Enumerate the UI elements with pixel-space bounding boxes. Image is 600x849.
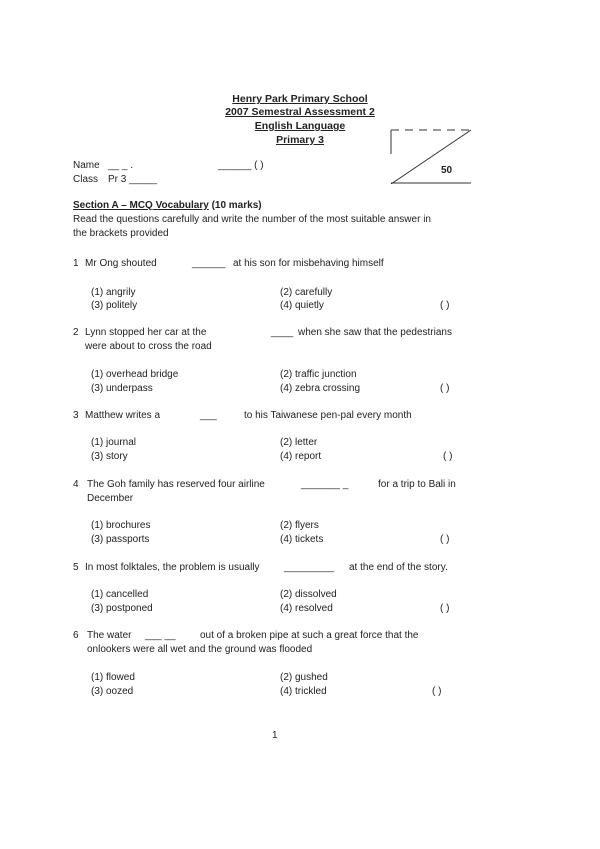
score-box <box>389 126 473 184</box>
instructions-line-1: Read the questions carefully and write the number of the most suitable answer in <box>73 214 431 225</box>
answer-bracket: ( ) <box>432 686 442 697</box>
answer-bracket: ( ) <box>440 534 450 545</box>
option-2: (2) dissolved <box>280 589 337 600</box>
answer-blank: _______ _ <box>301 479 349 490</box>
question-text-line-2: were about to cross the road <box>85 341 212 352</box>
option-2: (2) flyers <box>280 520 319 531</box>
question-text-line-2: onlookers were all wet and the ground was flooded <box>87 644 313 655</box>
option-1: (1) journal <box>91 437 137 448</box>
option-3: (3) story <box>91 451 128 462</box>
question-text-a: The water <box>87 630 132 641</box>
answer-blank: ___ __ <box>145 630 176 641</box>
name-line: ______ ( ) <box>218 160 264 171</box>
option-2: (2) traffic junction <box>280 369 357 380</box>
name-value: __ _ . <box>108 160 134 171</box>
answer-blank: ___ <box>200 410 217 421</box>
option-2: (2) carefully <box>280 287 333 298</box>
total-marks: 50 <box>441 165 453 176</box>
option-3: (3) postponed <box>91 603 153 614</box>
question-text-b: at his son for misbehaving himself <box>233 258 384 269</box>
instructions-line-2: the brackets provided <box>73 228 169 239</box>
question-text-line-2: December <box>87 493 134 504</box>
option-1: (1) brochures <box>91 520 151 531</box>
answer-bracket: ( ) <box>440 603 450 614</box>
option-3: (3) oozed <box>91 686 134 697</box>
question-number: 6 <box>73 630 79 641</box>
question-number: 4 <box>73 479 79 490</box>
name-label: Name <box>73 160 100 171</box>
question-text-b: when she saw that the pedestrians <box>298 327 452 338</box>
section-title: Section A – MCQ Vocabulary (10 marks) <box>73 200 262 211</box>
option-3: (3) passports <box>91 534 150 545</box>
question-text-b: to his Taiwanese pen-pal every month <box>244 410 412 421</box>
option-1: (1) cancelled <box>91 589 149 600</box>
option-3: (3) politely <box>91 300 138 311</box>
class-value: Pr 3 _____ <box>108 174 157 185</box>
level-title: Primary 3 <box>276 134 324 146</box>
answer-bracket: ( ) <box>440 300 450 311</box>
page-number: 1 <box>272 730 278 741</box>
class-label: Class <box>73 174 99 185</box>
question-number: 5 <box>73 562 79 573</box>
question-text-b: at the end of the story. <box>349 562 448 573</box>
option-4: (4) tickets <box>280 534 324 545</box>
subject-title: English Language <box>254 120 346 132</box>
answer-blank: _________ <box>284 562 335 573</box>
answer-blank: ______ <box>192 258 226 269</box>
option-4: (4) resolved <box>280 603 333 614</box>
answer-bracket: ( ) <box>440 383 450 394</box>
question-text-a: Matthew writes a <box>85 410 161 421</box>
option-1: (1) angrily <box>91 287 136 298</box>
question-text-a: In most folktales, the problem is usually <box>85 562 260 573</box>
question-text-a: Mr Ong shouted <box>85 258 157 269</box>
question-number: 2 <box>73 327 79 338</box>
option-4: (4) quietly <box>280 300 324 311</box>
school-name: Henry Park Primary School <box>232 93 368 105</box>
option-4: (4) trickled <box>280 686 327 697</box>
option-3: (3) underpass <box>91 383 153 394</box>
option-1: (1) flowed <box>91 672 135 683</box>
question-number: 3 <box>73 410 79 421</box>
question-text-b: for a trip to Bali in <box>378 479 456 490</box>
answer-bracket: ( ) <box>443 451 453 462</box>
question-number: 1 <box>73 258 79 269</box>
question-text-a: Lynn stopped her car at the <box>85 327 207 338</box>
option-2: (2) gushed <box>280 672 328 683</box>
question-text-a: The Goh family has reserved four airline <box>87 479 265 490</box>
answer-blank: ____ <box>271 327 294 338</box>
option-4: (4) zebra crossing <box>280 383 361 394</box>
question-text-b: out of a broken pipe at such a great force that the <box>200 630 419 641</box>
assessment-title: 2007 Semestral Assessment 2 <box>225 106 375 118</box>
option-4: (4) report <box>280 451 322 462</box>
option-1: (1) overhead bridge <box>91 369 179 380</box>
option-2: (2) letter <box>280 437 318 448</box>
